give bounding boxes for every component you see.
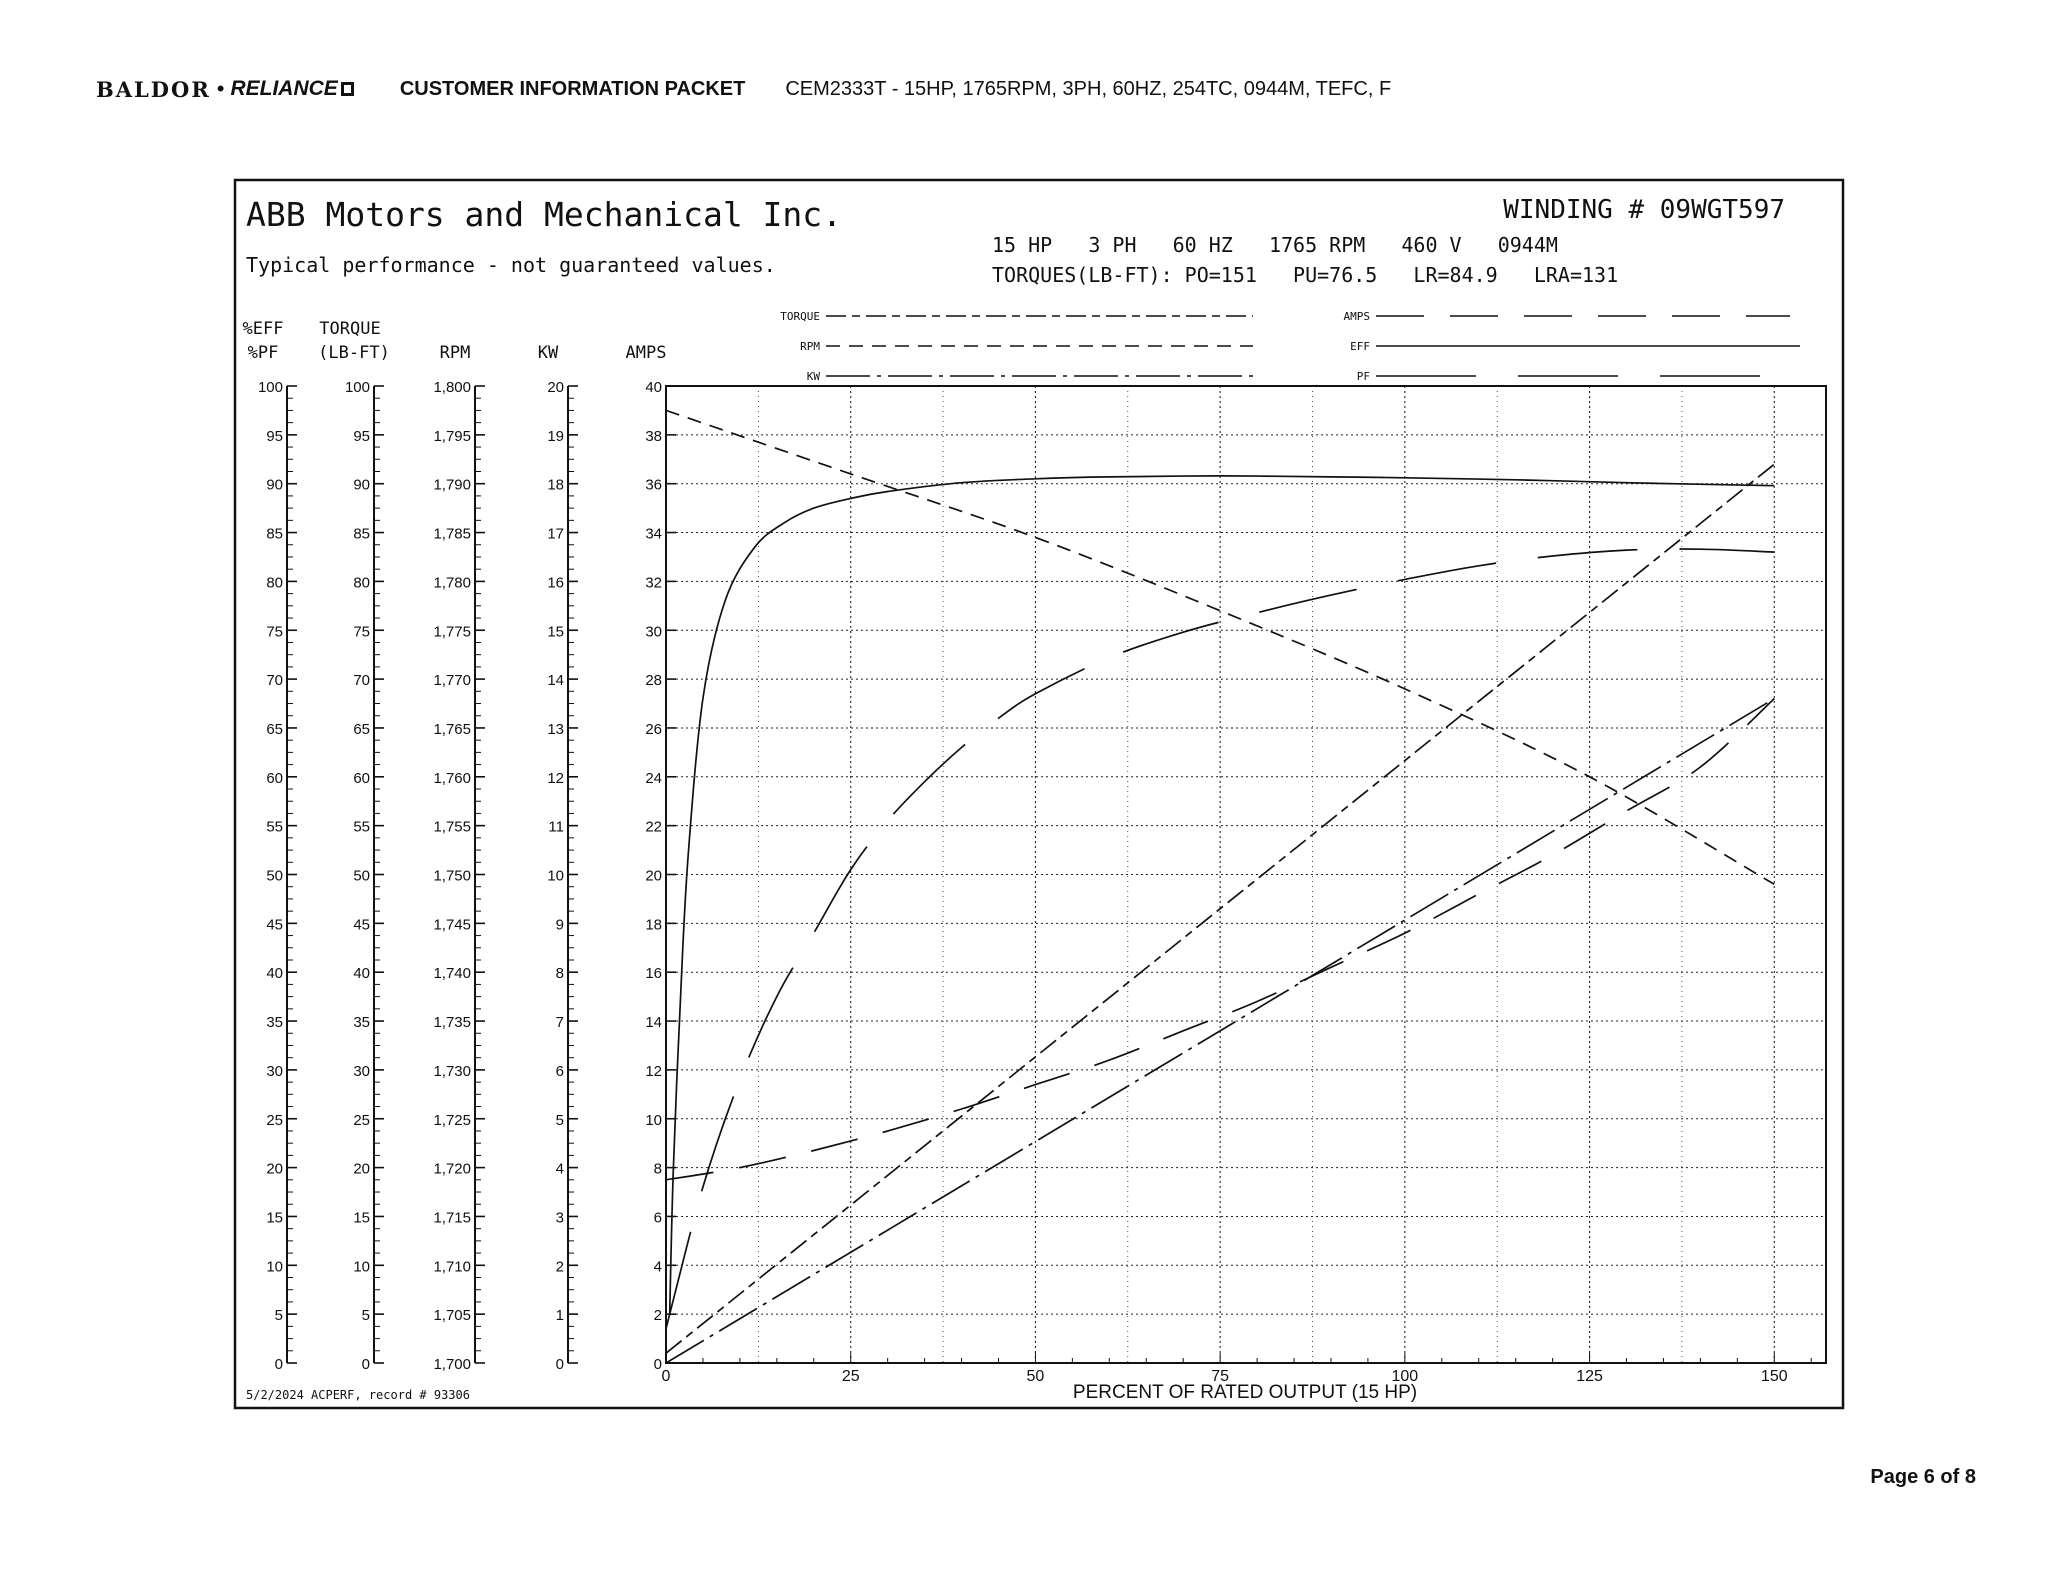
tick-label: 55 — [353, 818, 370, 836]
tick-label: 4 — [555, 1160, 564, 1178]
tick-label: 36 — [645, 476, 662, 494]
tick-label: 1,745 — [433, 916, 471, 934]
tick-label: 90 — [353, 476, 370, 494]
scale-header-bottom: AMPS — [625, 343, 667, 363]
tick-label: 60 — [266, 769, 283, 787]
tick-label: 0 — [274, 1356, 283, 1373]
tick-label: 2 — [555, 1258, 564, 1276]
tick-label: 18 — [547, 476, 564, 494]
tick-label: 16 — [645, 965, 662, 983]
tick-label: 100 — [257, 379, 283, 396]
winding-number: WINDING # 09WGT597 — [1503, 195, 1785, 225]
scale-rpm-axis — [433, 343, 485, 1373]
tick-label: 10 — [266, 1258, 283, 1276]
tick-label: 2 — [653, 1307, 662, 1325]
scale-header-bottom: KW — [537, 343, 559, 363]
tick-label: 0 — [361, 1356, 370, 1373]
tick-label: 12 — [547, 769, 564, 787]
tick-label: 5 — [361, 1307, 370, 1325]
tick-label: 20 — [645, 867, 662, 885]
legend-label: PF — [1356, 370, 1370, 383]
scale-kw-axis — [538, 343, 578, 1373]
scale-header-top: %EFF — [242, 319, 284, 339]
tick-label: 14 — [547, 672, 564, 690]
tick-label: 1,710 — [433, 1258, 471, 1276]
tick-label: 1,720 — [433, 1160, 471, 1178]
tick-label: 1,765 — [433, 720, 471, 738]
tick-label: 90 — [266, 476, 283, 494]
tick-label: 18 — [645, 916, 662, 934]
reliance-logo: RELIANCE — [230, 77, 338, 100]
tick-label: 1,750 — [433, 867, 471, 885]
tick-label: 5 — [555, 1111, 564, 1129]
x-tick-label: 150 — [1760, 1368, 1788, 1385]
x-tick-label: 50 — [1026, 1368, 1045, 1385]
x-axis-label: PERCENT OF RATED OUTPUT (15 HP) — [1072, 1382, 1418, 1403]
tick-label: 26 — [645, 720, 662, 738]
tick-label: 1,760 — [433, 769, 471, 787]
tick-label: 45 — [266, 916, 283, 934]
tick-label: 85 — [266, 525, 283, 543]
tick-label: 19 — [547, 427, 564, 445]
tick-label: 40 — [266, 965, 283, 983]
legend-label: AMPS — [1343, 310, 1370, 323]
baldor-logo: BALDOR — [96, 76, 211, 102]
tick-label: 25 — [266, 1111, 283, 1129]
tick-label: 0 — [555, 1356, 564, 1373]
tick-label: 24 — [645, 769, 662, 787]
x-tick-label: 75 — [1211, 1368, 1230, 1385]
logo-separator-dot: • — [216, 76, 225, 101]
tick-label: 1,775 — [433, 623, 471, 641]
tick-label: 80 — [353, 574, 370, 592]
chart-frame — [235, 180, 1843, 1408]
tick-label: 30 — [266, 1062, 283, 1080]
tick-label: 7 — [555, 1014, 564, 1032]
scale-header-bottom: %PF — [247, 343, 279, 363]
tick-label: 8 — [653, 1160, 662, 1178]
tick-label: 95 — [353, 427, 370, 445]
tick-label: 55 — [266, 818, 283, 836]
tick-label: 8 — [555, 965, 564, 983]
tick-label: 1,795 — [433, 427, 471, 445]
tick-label: 15 — [547, 623, 564, 641]
tick-label: 70 — [266, 672, 283, 690]
tick-label: 38 — [645, 427, 662, 445]
tick-label: 6 — [555, 1062, 564, 1080]
motor-model: CEM2333T - 15HP, 1765RPM, 3PH, 60HZ, 254TC, 0944M, TEFC, F — [785, 77, 1392, 100]
tick-label: 1,800 — [433, 379, 471, 396]
tick-label: 1,785 — [433, 525, 471, 543]
tick-label: 30 — [645, 623, 662, 641]
tick-label: 1,735 — [433, 1014, 471, 1032]
tick-label: 1,715 — [433, 1209, 471, 1227]
scale-pf-axis — [243, 319, 297, 1373]
legend-kw — [807, 370, 1253, 383]
legend-label: EFF — [1350, 340, 1370, 353]
tick-label: 10 — [353, 1258, 370, 1276]
tick-label: 1,700 — [433, 1356, 471, 1373]
tick-label: 11 — [548, 818, 564, 836]
x-tick-label: 0 — [661, 1368, 671, 1385]
tick-label: 95 — [266, 427, 283, 445]
tick-label: 28 — [645, 672, 662, 690]
tick-label: 13 — [547, 720, 564, 738]
tick-label: 15 — [266, 1209, 283, 1227]
x-tick-label: 25 — [841, 1368, 860, 1385]
tick-label: 1,705 — [433, 1307, 471, 1325]
tick-label: 30 — [353, 1062, 370, 1080]
tick-label: 85 — [353, 525, 370, 543]
rating-line: 15 HP 3 PH 60 HZ 1765 RPM 460 V 0944M — [992, 233, 1558, 257]
tick-label: 17 — [547, 525, 564, 543]
tick-label: 65 — [353, 720, 370, 738]
tick-label: 6 — [653, 1209, 662, 1227]
legend-label: RPM — [800, 340, 820, 353]
legend-pf — [1357, 370, 1770, 383]
series-line-kw — [666, 699, 1774, 1363]
scale-header-bottom: RPM — [439, 343, 471, 363]
tick-label: 1,740 — [433, 965, 471, 983]
torques-line: TORQUES(LB-FT): PO=151 PU=76.5 LR=84.9 LRA=131 — [992, 263, 1619, 287]
page-number: Page 6 of 8 — [1870, 1466, 1976, 1488]
tick-label: 1,755 — [433, 818, 471, 836]
legend-label: TORQUE — [780, 310, 820, 323]
tick-label: 4 — [653, 1258, 662, 1276]
tick-label: 75 — [353, 623, 370, 641]
x-tick-label: 125 — [1576, 1368, 1603, 1385]
legend-label: KW — [806, 370, 820, 383]
tick-label: 1,725 — [433, 1111, 471, 1129]
tick-label: 70 — [353, 672, 370, 690]
x-tick-label: 100 — [1391, 1368, 1419, 1385]
scale-lbft-axis — [318, 319, 390, 1373]
tick-label: 20 — [547, 379, 564, 396]
company-name: ABB Motors and Mechanical Inc. — [246, 195, 843, 234]
tick-label: 35 — [353, 1014, 370, 1032]
chart-subtitle: Typical performance - not guaranteed values. — [246, 253, 776, 277]
tick-label: 50 — [353, 867, 370, 885]
tick-label: 75 — [266, 623, 283, 641]
scale-header-top: TORQUE — [319, 319, 381, 339]
tick-label: 1,730 — [433, 1062, 471, 1080]
tick-label: 20 — [266, 1160, 283, 1178]
tick-label: 32 — [645, 574, 662, 592]
tick-label: 1 — [555, 1307, 564, 1325]
tick-label: 60 — [353, 769, 370, 787]
tick-label: 100 — [344, 379, 370, 396]
legend-torque — [780, 310, 1253, 323]
tick-label: 15 — [353, 1209, 370, 1227]
tick-label: 65 — [266, 720, 283, 738]
tick-label: 25 — [353, 1111, 370, 1129]
tick-label: 3 — [555, 1209, 564, 1227]
tick-label: 10 — [645, 1111, 662, 1129]
record-footnote: 5/2/2024 ACPERF, record # 93306 — [246, 1388, 470, 1402]
scale-amps-axis — [626, 343, 676, 1373]
tick-label: 16 — [547, 574, 564, 592]
tick-label: 35 — [266, 1014, 283, 1032]
tick-label: 34 — [645, 525, 662, 543]
tick-label: 22 — [645, 818, 662, 836]
packet-title: CUSTOMER INFORMATION PACKET — [399, 77, 746, 100]
legend-rpm — [800, 340, 1253, 353]
tick-label: 5 — [274, 1307, 283, 1325]
legend-eff — [1350, 340, 1800, 353]
tick-label: 20 — [353, 1160, 370, 1178]
tick-label: 1,770 — [433, 672, 471, 690]
tick-label: 50 — [266, 867, 283, 885]
tick-label: 9 — [555, 916, 564, 934]
tick-label: 45 — [353, 916, 370, 934]
tick-label: 1,790 — [433, 476, 471, 494]
tick-label: 12 — [645, 1062, 662, 1080]
tick-label: 14 — [645, 1014, 662, 1032]
legend-amps — [1344, 310, 1791, 323]
scale-header-bottom: (LB-FT) — [318, 343, 390, 363]
tick-label: 10 — [547, 867, 564, 885]
tick-label: 80 — [266, 574, 283, 592]
tick-label: 0 — [653, 1356, 662, 1373]
tick-label: 40 — [353, 965, 370, 983]
tick-label: 1,780 — [433, 574, 471, 592]
tick-label: 40 — [645, 379, 662, 396]
